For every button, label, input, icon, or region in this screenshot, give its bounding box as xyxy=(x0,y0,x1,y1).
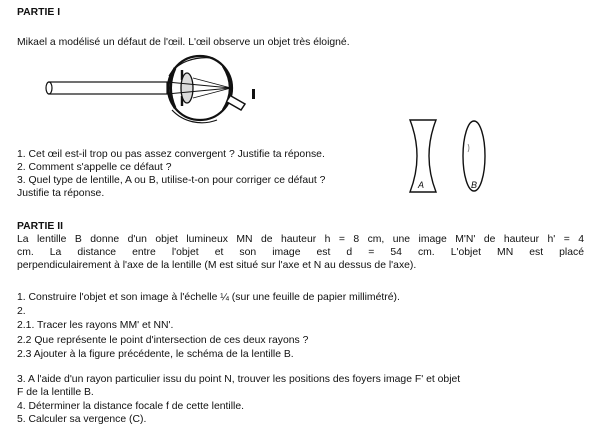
lens-a-label: A xyxy=(418,180,425,190)
eye-diagram xyxy=(45,60,265,140)
part1-question-1: 1. Cet œil est-il trop ou pas assez convergent ? Justifie ta réponse. xyxy=(17,149,325,160)
part2-question-2-1: 2.1. Tracer les rayons MM' et NN'. xyxy=(17,320,174,331)
part2-question-3: 3. A l'aide d'un rayon particulier issu du point N, trouver les positions des foyers image F' et objet xyxy=(17,374,461,385)
part2-question-5: 5. Calculer sa vergence (C). xyxy=(17,414,147,425)
part2-paragraph-line-2: cm. La distance entre l'objet et son image est d = 54 cm. L'objet MN est placé xyxy=(17,247,584,258)
incoming-light-beam xyxy=(49,82,167,94)
crystalline-lens xyxy=(181,73,193,103)
part2-title: PARTIE II xyxy=(17,221,63,232)
part2-question-1: 1. Construire l'objet et son image à l'échelle ¼ (sur une feuille de papier millimétré). xyxy=(17,292,400,303)
part1-title: PARTIE I xyxy=(17,7,61,18)
part2-question-3-cont: F de la lentille B. xyxy=(17,387,94,398)
part2-question-2-2: 2.2 Que représente le point d'intersection de ces deux rayons ? xyxy=(17,335,309,346)
part1-intro: Mikael a modélisé un défaut de l'œil. L'œil observe un objet très éloigné. xyxy=(17,37,350,48)
part2-question-2-3: 2.3 Ajouter à la figure précédente, le schéma de la lentille B. xyxy=(17,349,294,360)
part1-question-3-cont: Justifie ta réponse. xyxy=(17,188,105,199)
part1-question-3: 3. Quel type de lentille, A ou B, utilise-t-on pour corriger ce défaut ? xyxy=(17,175,326,186)
part2-paragraph-line-3: perpendiculairement à l'axe de la lentille (M est situé sur l'axe et N au dessus de l'axe). xyxy=(17,260,417,271)
optic-nerve xyxy=(227,96,245,110)
part1-question-2: 2. Comment s'appelle ce défaut ? xyxy=(17,162,172,173)
part2-question-4: 4. Déterminer la distance focale f de cette lentille. xyxy=(17,401,244,412)
part2-paragraph-line-1: La lentille B donne d'un objet lumineux MN de hauteur h = 8 cm, une image M'N' de hauteur h' = 4 xyxy=(17,234,584,245)
lens-b-label: B xyxy=(471,180,478,190)
part2-question-2: 2. xyxy=(17,306,26,317)
